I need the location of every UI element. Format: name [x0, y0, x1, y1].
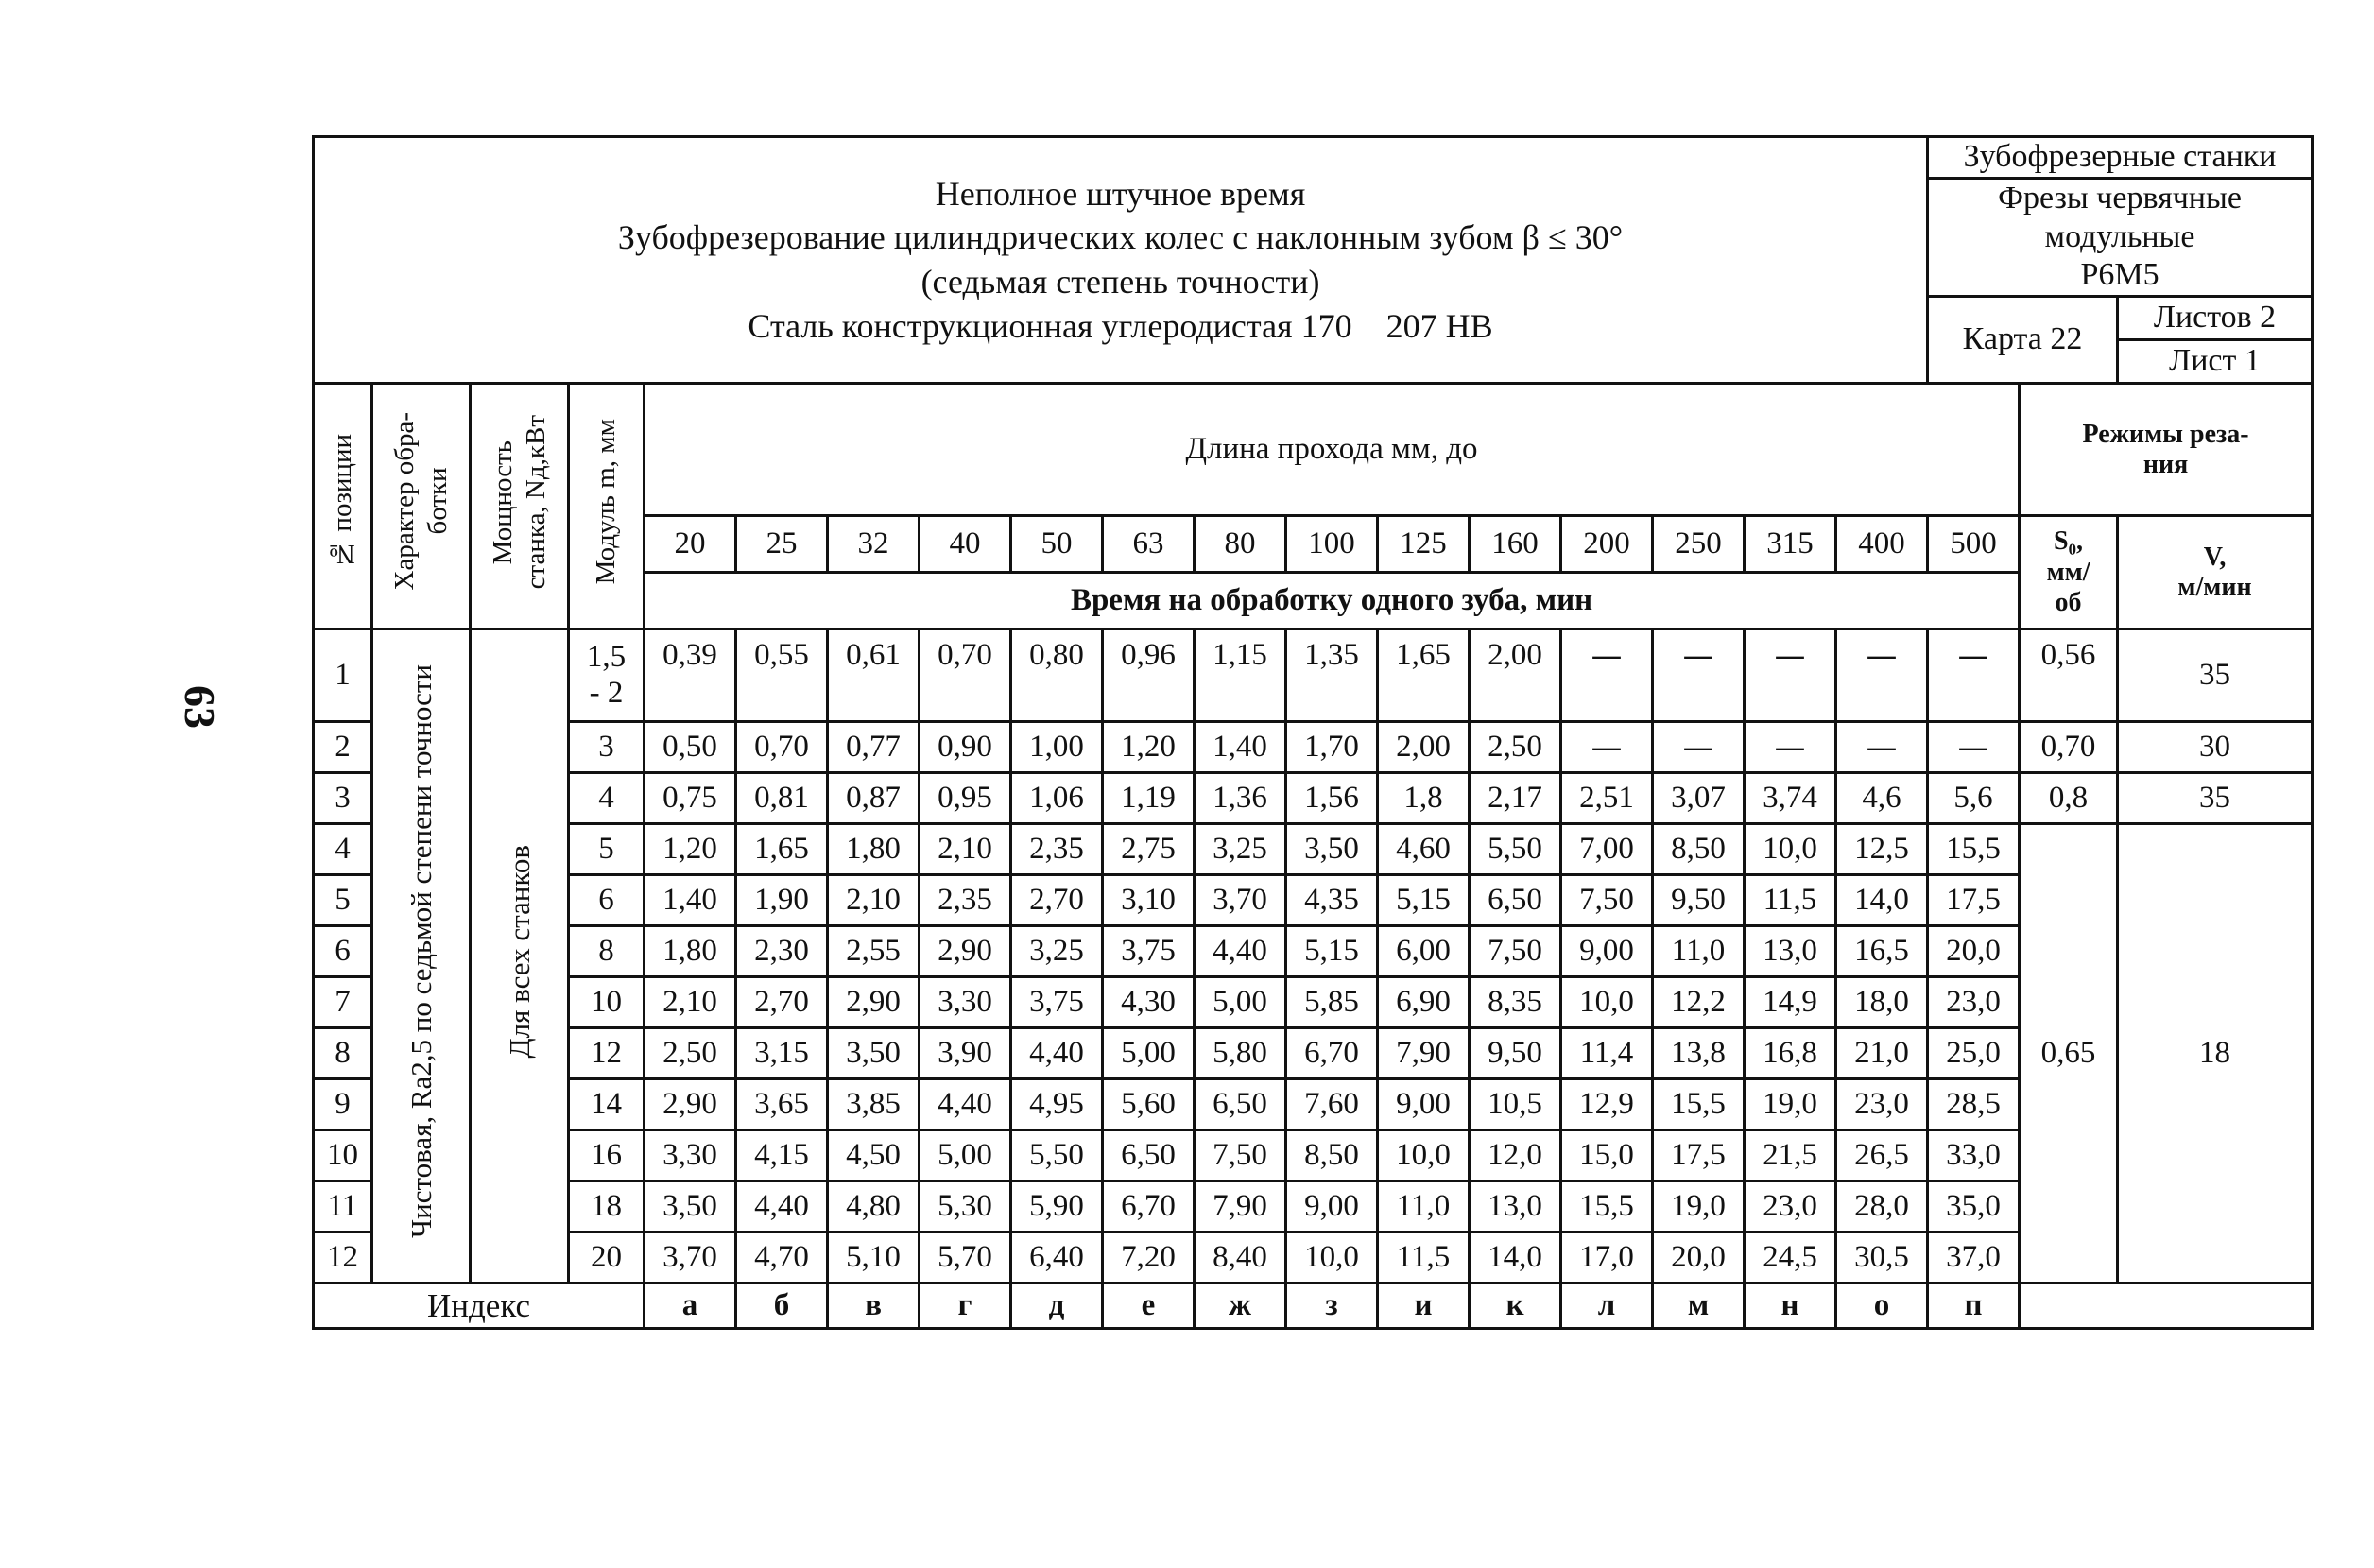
time-cell: 12,0 — [1470, 1130, 1561, 1181]
time-cell: 0,95 — [920, 773, 1011, 824]
tool-line-2: Р6М5 — [2080, 257, 2159, 293]
length-400: 400 — [1836, 516, 1928, 573]
time-cell: 16,8 — [1745, 1028, 1836, 1079]
time-cell: 0,87 — [828, 773, 920, 824]
time-cell: 8,40 — [1195, 1232, 1286, 1284]
time-cell: 1,80 — [645, 926, 736, 977]
time-cell: 23,0 — [1745, 1181, 1836, 1232]
time-cell: — — [1653, 629, 1745, 722]
time-cell: — — [1928, 722, 2020, 773]
index-letter: о — [1836, 1284, 1928, 1329]
time-cell: 3,07 — [1653, 773, 1745, 824]
table-row — [314, 722, 2313, 773]
time-cell: 0,77 — [828, 722, 920, 773]
time-cell: 10,5 — [1470, 1079, 1561, 1130]
time-cell: 2,90 — [645, 1079, 736, 1130]
position-cell: 1 — [314, 629, 372, 722]
time-cell: 2,10 — [920, 824, 1011, 875]
title-line-4: Сталь конструкционная углеродистая 170 207 НВ — [748, 306, 1493, 345]
time-cell: 6,50 — [1103, 1130, 1195, 1181]
position-cell: 3 — [314, 773, 372, 824]
time-cell: 11,4 — [1561, 1028, 1653, 1079]
time-cell: 1,90 — [736, 875, 828, 926]
index-letter: л — [1561, 1284, 1653, 1329]
time-cell: 0,39 — [645, 629, 736, 722]
time-cell: 5,00 — [1195, 977, 1286, 1028]
time-cell: 3,30 — [920, 977, 1011, 1028]
time-cell: 2,30 — [736, 926, 828, 977]
table-row — [314, 1028, 2313, 1079]
position-cell: 7 — [314, 977, 372, 1028]
v-header: V, м/мин — [2118, 516, 2313, 629]
table-row — [314, 773, 2313, 824]
index-row — [314, 1284, 2313, 1329]
power-cell: Для всех станков — [471, 629, 569, 1284]
time-cell: — — [1745, 629, 1836, 722]
time-cell: 8,35 — [1470, 977, 1561, 1028]
time-cell: 1,35 — [1286, 629, 1378, 722]
time-cell: 5,00 — [920, 1130, 1011, 1181]
time-cell: — — [1653, 722, 1745, 773]
table-row — [314, 1181, 2313, 1232]
position-cell: 5 — [314, 875, 372, 926]
time-header: Время на обработку одного зуба, мин — [645, 573, 2020, 629]
column-position: № позиции — [314, 384, 372, 629]
time-cell: 7,50 — [1195, 1130, 1286, 1181]
column-processing: Характер обра- ботки — [372, 384, 471, 629]
time-cell: 4,95 — [1011, 1079, 1103, 1130]
time-cell: 2,00 — [1470, 629, 1561, 722]
s0-cell: 0,70 — [2020, 722, 2118, 773]
card-title — [314, 137, 1928, 384]
time-cell: 1,06 — [1011, 773, 1103, 824]
time-cell: 2,70 — [1011, 875, 1103, 926]
time-cell: 4,6 — [1836, 773, 1928, 824]
time-cell: 1,00 — [1011, 722, 1103, 773]
position-cell: 8 — [314, 1028, 372, 1079]
time-cell: 3,70 — [645, 1232, 736, 1284]
length-63: 63 — [1103, 516, 1195, 573]
column-power: Мощность станка, Nд,кВт — [471, 384, 569, 629]
module-cell: 6 — [569, 875, 645, 926]
time-cell: 4,60 — [1378, 824, 1470, 875]
length-100: 100 — [1286, 516, 1378, 573]
time-cell: 1,19 — [1103, 773, 1195, 824]
time-cell: 4,50 — [828, 1130, 920, 1181]
time-cell: 0,80 — [1011, 629, 1103, 722]
length-40: 40 — [920, 516, 1011, 573]
module-cell: 12 — [569, 1028, 645, 1079]
length-500: 500 — [1928, 516, 2020, 573]
index-letter: е — [1103, 1284, 1195, 1329]
time-cell: 10,0 — [1378, 1130, 1470, 1181]
length-125: 125 — [1378, 516, 1470, 573]
time-cell: 3,25 — [1011, 926, 1103, 977]
length-250: 250 — [1653, 516, 1745, 573]
time-cell: 15,0 — [1561, 1130, 1653, 1181]
table-row — [314, 1232, 2313, 1284]
time-cell: 21,0 — [1836, 1028, 1928, 1079]
time-cell: 5,90 — [1011, 1181, 1103, 1232]
time-cell: 0,50 — [645, 722, 736, 773]
time-cell: 2,90 — [828, 977, 920, 1028]
time-cell: 7,90 — [1195, 1181, 1286, 1232]
time-cell: 5,50 — [1011, 1130, 1103, 1181]
title-line-3: (седьмая степень точности) — [920, 263, 1320, 302]
v-cell: 35 — [2118, 629, 2313, 722]
index-letter: м — [1653, 1284, 1745, 1329]
time-cell: 20,0 — [1928, 926, 2020, 977]
time-cell: 35,0 — [1928, 1181, 2020, 1232]
index-label: Индекс — [314, 1284, 645, 1329]
time-cell: 7,60 — [1286, 1079, 1378, 1130]
time-cell: 13,0 — [1470, 1181, 1561, 1232]
time-cell: 13,0 — [1745, 926, 1836, 977]
time-cell: 2,70 — [736, 977, 828, 1028]
time-cell: 16,5 — [1836, 926, 1928, 977]
time-cell: — — [1745, 722, 1836, 773]
time-cell: 4,40 — [920, 1079, 1011, 1130]
s0-cell: 0,8 — [2020, 773, 2118, 824]
table-row — [314, 977, 2313, 1028]
time-cell: 14,0 — [1836, 875, 1928, 926]
time-cell: 6,90 — [1378, 977, 1470, 1028]
length-80: 80 — [1195, 516, 1286, 573]
time-cell: 0,75 — [645, 773, 736, 824]
time-cell: 2,00 — [1378, 722, 1470, 773]
table-row — [314, 824, 2313, 875]
time-cell: 15,5 — [1561, 1181, 1653, 1232]
time-cell: 17,5 — [1928, 875, 2020, 926]
time-cell: 3,65 — [736, 1079, 828, 1130]
card-number: Карта 22 — [1928, 297, 2118, 384]
time-cell: 33,0 — [1928, 1130, 2020, 1181]
module-cell: 3 — [569, 722, 645, 773]
time-cell: 12,2 — [1653, 977, 1745, 1028]
processing-cell: Чистовая, Ra2,5 по седьмой степени точности — [372, 629, 471, 1284]
table-row — [314, 875, 2313, 926]
norm-card-table — [312, 135, 2314, 1330]
table-row — [314, 926, 2313, 977]
time-cell: 1,40 — [1195, 722, 1286, 773]
length-50: 50 — [1011, 516, 1103, 573]
time-cell: 1,8 — [1378, 773, 1470, 824]
time-cell: 17,5 — [1653, 1130, 1745, 1181]
time-cell: 11,5 — [1745, 875, 1836, 926]
time-cell: — — [1561, 722, 1653, 773]
time-cell: 7,50 — [1561, 875, 1653, 926]
time-cell: 5,70 — [920, 1232, 1011, 1284]
title-line-1: Неполное штучное время — [935, 174, 1306, 213]
time-cell: 11,5 — [1378, 1232, 1470, 1284]
time-cell: 2,10 — [828, 875, 920, 926]
time-cell: 24,5 — [1745, 1232, 1836, 1284]
time-cell: 0,61 — [828, 629, 920, 722]
time-cell: 10,0 — [1561, 977, 1653, 1028]
sheets-total: Листов 2 — [2118, 297, 2313, 340]
time-cell: 37,0 — [1928, 1232, 2020, 1284]
time-cell: 1,65 — [736, 824, 828, 875]
module-cell: 16 — [569, 1130, 645, 1181]
s0-cell: 0,56 — [2020, 629, 2118, 722]
time-cell: 0,96 — [1103, 629, 1195, 722]
index-letter: г — [920, 1284, 1011, 1329]
time-cell: 23,0 — [1928, 977, 2020, 1028]
time-cell: 3,30 — [645, 1130, 736, 1181]
time-cell: 1,15 — [1195, 629, 1286, 722]
time-cell: 17,0 — [1561, 1232, 1653, 1284]
time-cell: 6,70 — [1103, 1181, 1195, 1232]
time-cell: 3,50 — [645, 1181, 736, 1232]
time-cell: 25,0 — [1928, 1028, 2020, 1079]
time-cell: 3,10 — [1103, 875, 1195, 926]
length-header: Длина прохода мм, до — [645, 384, 2020, 516]
time-cell: 6,40 — [1011, 1232, 1103, 1284]
time-cell: 7,20 — [1103, 1232, 1195, 1284]
time-cell: 4,40 — [736, 1181, 828, 1232]
time-cell: 3,90 — [920, 1028, 1011, 1079]
time-cell: 11,0 — [1653, 926, 1745, 977]
column-module: Модуль m, мм — [569, 384, 645, 629]
module-cell: 4 — [569, 773, 645, 824]
time-cell: 21,5 — [1745, 1130, 1836, 1181]
index-letter: и — [1378, 1284, 1470, 1329]
tool-type — [1928, 178, 2313, 296]
time-cell: 0,55 — [736, 629, 828, 722]
time-cell: 2,35 — [1011, 824, 1103, 875]
modes-header: Режимы реза- ния — [2020, 384, 2313, 516]
time-cell: 7,00 — [1561, 824, 1653, 875]
position-cell: 2 — [314, 722, 372, 773]
table-row — [314, 1079, 2313, 1130]
module-cell: 5 — [569, 824, 645, 875]
time-cell: 2,17 — [1470, 773, 1561, 824]
time-cell: 9,00 — [1286, 1181, 1378, 1232]
time-cell: 5,80 — [1195, 1028, 1286, 1079]
index-letter: к — [1470, 1284, 1561, 1329]
time-cell: 9,50 — [1653, 875, 1745, 926]
position-cell: 11 — [314, 1181, 372, 1232]
v-cell: 35 — [2118, 773, 2313, 824]
time-cell: 2,55 — [828, 926, 920, 977]
index-letter: ж — [1195, 1284, 1286, 1329]
time-cell: 5,10 — [828, 1232, 920, 1284]
time-cell: 5,6 — [1928, 773, 2020, 824]
time-cell: 4,30 — [1103, 977, 1195, 1028]
time-cell: 3,70 — [1195, 875, 1286, 926]
time-cell: 15,5 — [1653, 1079, 1745, 1130]
time-cell: 7,50 — [1470, 926, 1561, 977]
length-20: 20 — [645, 516, 736, 573]
length-160: 160 — [1470, 516, 1561, 573]
time-cell: 1,56 — [1286, 773, 1378, 824]
time-cell: — — [1561, 629, 1653, 722]
table-row — [314, 629, 2313, 722]
time-cell: 2,35 — [920, 875, 1011, 926]
s0-header: S₀, мм/ об — [2020, 516, 2118, 629]
index-letter: в — [828, 1284, 920, 1329]
time-cell: 8,50 — [1286, 1130, 1378, 1181]
time-cell: 4,35 — [1286, 875, 1378, 926]
position-cell: 12 — [314, 1232, 372, 1284]
time-cell: 28,0 — [1836, 1181, 1928, 1232]
time-cell: 3,25 — [1195, 824, 1286, 875]
time-cell: 3,74 — [1745, 773, 1836, 824]
time-cell: 0,81 — [736, 773, 828, 824]
time-cell: 5,15 — [1286, 926, 1378, 977]
time-cell: 0,90 — [920, 722, 1011, 773]
time-cell: 30,5 — [1836, 1232, 1928, 1284]
index-letter: н — [1745, 1284, 1836, 1329]
time-cell: 0,70 — [736, 722, 828, 773]
s0-shared-cell: 0,65 — [2020, 824, 2118, 1284]
time-cell: 14,0 — [1470, 1232, 1561, 1284]
time-cell: 9,00 — [1561, 926, 1653, 977]
time-cell: 1,36 — [1195, 773, 1286, 824]
time-cell: 18,0 — [1836, 977, 1928, 1028]
time-cell: 3,75 — [1103, 926, 1195, 977]
time-cell: — — [1928, 629, 2020, 722]
time-cell: 1,20 — [645, 824, 736, 875]
time-cell: 3,15 — [736, 1028, 828, 1079]
position-cell: 6 — [314, 926, 372, 977]
time-cell: 4,40 — [1195, 926, 1286, 977]
time-cell: 2,50 — [645, 1028, 736, 1079]
module-cell: 8 — [569, 926, 645, 977]
time-cell: 1,20 — [1103, 722, 1195, 773]
time-cell: 2,75 — [1103, 824, 1195, 875]
module-cell: 1,5 - 2 — [569, 629, 645, 722]
time-cell: 3,50 — [1286, 824, 1378, 875]
time-cell: 3,75 — [1011, 977, 1103, 1028]
time-cell: 12,5 — [1836, 824, 1928, 875]
time-cell: 6,50 — [1195, 1079, 1286, 1130]
time-cell: 19,0 — [1653, 1181, 1745, 1232]
time-cell: 28,5 — [1928, 1079, 2020, 1130]
module-cell: 14 — [569, 1079, 645, 1130]
time-cell: 11,0 — [1378, 1181, 1470, 1232]
machines-type: Зубофрезерные станки — [1928, 137, 2313, 179]
sheet-number: Лист 1 — [2118, 340, 2313, 384]
index-empty-cell — [2020, 1284, 2313, 1329]
time-cell: 15,5 — [1928, 824, 2020, 875]
table-row — [314, 1130, 2313, 1181]
time-cell: 6,70 — [1286, 1028, 1378, 1079]
time-cell: 0,70 — [920, 629, 1011, 722]
time-cell: — — [1836, 629, 1928, 722]
time-cell: 9,50 — [1470, 1028, 1561, 1079]
index-letter: з — [1286, 1284, 1378, 1329]
position-cell: 4 — [314, 824, 372, 875]
time-cell: 12,9 — [1561, 1079, 1653, 1130]
time-cell: 5,00 — [1103, 1028, 1195, 1079]
title-line-2: Зубофрезерование цилиндрических колес с наклонным зубом β ≤ 30° — [617, 218, 1624, 257]
time-cell: 6,50 — [1470, 875, 1561, 926]
time-cell: — — [1836, 722, 1928, 773]
time-cell: 4,15 — [736, 1130, 828, 1181]
time-cell: 1,40 — [645, 875, 736, 926]
length-315: 315 — [1745, 516, 1836, 573]
index-letter: а — [645, 1284, 736, 1329]
index-letter: д — [1011, 1284, 1103, 1329]
time-cell: 5,50 — [1470, 824, 1561, 875]
time-cell: 5,60 — [1103, 1079, 1195, 1130]
time-cell: 5,15 — [1378, 875, 1470, 926]
time-cell: 2,50 — [1470, 722, 1561, 773]
time-cell: 3,50 — [828, 1028, 920, 1079]
module-cell: 10 — [569, 977, 645, 1028]
time-cell: 1,70 — [1286, 722, 1378, 773]
time-cell: 6,00 — [1378, 926, 1470, 977]
time-cell: 13,8 — [1653, 1028, 1745, 1079]
time-cell: 10,0 — [1745, 824, 1836, 875]
length-25: 25 — [736, 516, 828, 573]
module-cell: 20 — [569, 1232, 645, 1284]
time-cell: 1,80 — [828, 824, 920, 875]
time-cell: 4,40 — [1011, 1028, 1103, 1079]
time-cell: 1,65 — [1378, 629, 1470, 722]
module-cell: 18 — [569, 1181, 645, 1232]
length-32: 32 — [828, 516, 920, 573]
index-letter: п — [1928, 1284, 2020, 1329]
time-cell: 2,51 — [1561, 773, 1653, 824]
position-cell: 10 — [314, 1130, 372, 1181]
time-cell: 5,30 — [920, 1181, 1011, 1232]
time-cell: 2,90 — [920, 926, 1011, 977]
time-cell: 2,10 — [645, 977, 736, 1028]
time-cell: 26,5 — [1836, 1130, 1928, 1181]
time-cell: 19,0 — [1745, 1079, 1836, 1130]
time-cell: 4,70 — [736, 1232, 828, 1284]
time-cell: 5,85 — [1286, 977, 1378, 1028]
v-shared-cell: 18 — [2118, 824, 2313, 1284]
time-cell: 8,50 — [1653, 824, 1745, 875]
length-200: 200 — [1561, 516, 1653, 573]
index-letter: б — [736, 1284, 828, 1329]
time-cell: 23,0 — [1836, 1079, 1928, 1130]
time-cell: 10,0 — [1286, 1232, 1378, 1284]
time-cell: 4,80 — [828, 1181, 920, 1232]
time-cell: 7,90 — [1378, 1028, 1470, 1079]
page-number: 63 — [176, 685, 224, 729]
time-cell: 3,85 — [828, 1079, 920, 1130]
v-cell: 30 — [2118, 722, 2313, 773]
tool-line-1: Фрезы червячные модульные — [1998, 180, 2242, 254]
time-cell: 20,0 — [1653, 1232, 1745, 1284]
time-cell: 14,9 — [1745, 977, 1836, 1028]
time-cell: 9,00 — [1378, 1079, 1470, 1130]
position-cell: 9 — [314, 1079, 372, 1130]
